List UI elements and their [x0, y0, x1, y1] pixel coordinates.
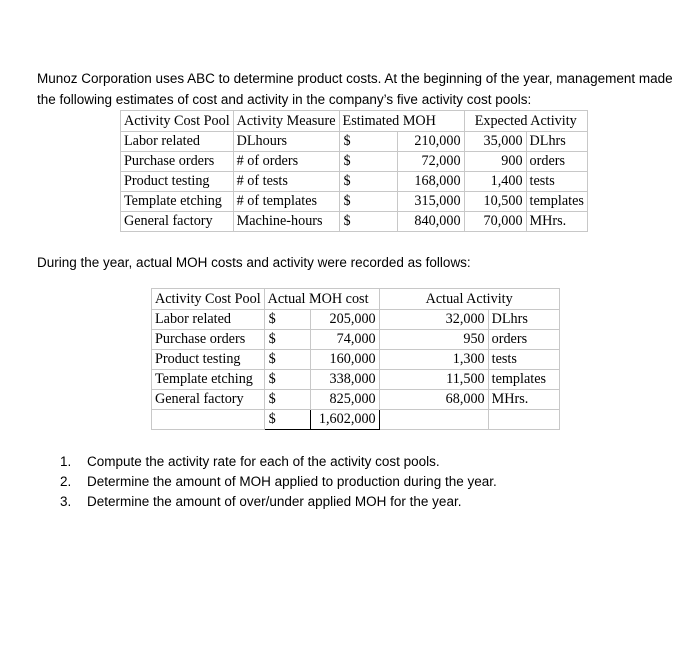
- pool-cell: Purchase orders: [152, 330, 265, 350]
- measure-cell: # of templates: [233, 192, 339, 212]
- table-row: [121, 172, 588, 192]
- qty-cell: 68,000: [379, 390, 488, 410]
- estimates-table: [120, 110, 588, 232]
- unit-cell: MHrs.: [488, 390, 559, 410]
- question-number: 2.: [60, 474, 72, 489]
- header-activity-measure: Activity Measure: [233, 111, 339, 132]
- qty-cell: 900: [464, 152, 526, 172]
- table-row: [121, 152, 588, 172]
- currency-cell: $: [339, 152, 397, 172]
- question-text: Compute the activity rate for each of the activity cost pools.: [87, 454, 440, 469]
- pool-cell: Template etching: [121, 192, 234, 212]
- qty-cell: 950: [379, 330, 488, 350]
- total-row: [152, 410, 560, 430]
- moh-cell: 210,000: [397, 132, 464, 152]
- currency-cell: $: [339, 212, 397, 232]
- moh-cell: 315,000: [397, 192, 464, 212]
- pool-cell: Purchase orders: [121, 152, 234, 172]
- unit-cell: templates: [526, 192, 587, 212]
- table-row: [152, 330, 560, 350]
- cost-cell: 74,000: [310, 330, 379, 350]
- total-cost-cell: 1,602,000: [310, 410, 379, 430]
- qty-cell: 35,000: [464, 132, 526, 152]
- qty-cell: 70,000: [464, 212, 526, 232]
- table-header-row: [121, 111, 588, 132]
- unit-cell: tests: [526, 172, 587, 192]
- currency-cell: $: [264, 390, 310, 410]
- header-activity-cost-pool: Activity Cost Pool: [152, 289, 265, 310]
- unit-cell: orders: [488, 330, 559, 350]
- measure-cell: # of orders: [233, 152, 339, 172]
- table-row: [152, 370, 560, 390]
- moh-cell: 840,000: [397, 212, 464, 232]
- header-actual-moh-cost: Actual MOH cost: [264, 289, 379, 310]
- intro-paragraph: Munoz Corporation uses ABC to determine product costs. At the beginning of the year, management made the following estimates of cost and activity in the company’s five activity cost pools:: [37, 70, 673, 107]
- empty-cell: [152, 410, 265, 430]
- question-number: 3.: [60, 494, 72, 509]
- table-row: [152, 350, 560, 370]
- currency-cell: $: [264, 310, 310, 330]
- empty-cell: [379, 410, 488, 430]
- cost-cell: 825,000: [310, 390, 379, 410]
- table-header-row: [152, 289, 560, 310]
- currency-cell: $: [264, 370, 310, 390]
- currency-cell: $: [264, 350, 310, 370]
- cost-cell: 205,000: [310, 310, 379, 330]
- pool-cell: Labor related: [152, 310, 265, 330]
- empty-cell: [488, 410, 559, 430]
- total-currency-cell: $: [264, 410, 310, 430]
- moh-cell: 168,000: [397, 172, 464, 192]
- header-actual-activity: Actual Activity: [379, 289, 559, 310]
- currency-cell: $: [339, 172, 397, 192]
- pool-cell: Template etching: [152, 370, 265, 390]
- question-number: 1.: [60, 454, 72, 469]
- questions-list: [60, 452, 497, 512]
- measure-cell: DLhours: [233, 132, 339, 152]
- question-item: [60, 472, 497, 492]
- actual-table: [151, 288, 560, 430]
- pool-cell: Labor related: [121, 132, 234, 152]
- pool-cell: General factory: [121, 212, 234, 232]
- unit-cell: templates: [488, 370, 559, 390]
- question-text: Determine the amount of MOH applied to production during the year.: [87, 474, 497, 489]
- qty-cell: 10,500: [464, 192, 526, 212]
- question-item: [60, 452, 497, 472]
- table-row: [152, 310, 560, 330]
- table-row: [121, 132, 588, 152]
- cost-cell: 338,000: [310, 370, 379, 390]
- unit-cell: orders: [526, 152, 587, 172]
- currency-cell: $: [339, 132, 397, 152]
- table-row: [121, 192, 588, 212]
- qty-cell: 1,400: [464, 172, 526, 192]
- currency-cell: $: [339, 192, 397, 212]
- header-estimated-moh: Estimated MOH: [339, 111, 464, 132]
- question-text: Determine the amount of over/under applied MOH for the year.: [87, 494, 462, 509]
- pool-cell: Product testing: [152, 350, 265, 370]
- pool-cell: Product testing: [121, 172, 234, 192]
- table-row: [152, 390, 560, 410]
- measure-cell: Machine-hours: [233, 212, 339, 232]
- header-activity-cost-pool: Activity Cost Pool: [121, 111, 234, 132]
- qty-cell: 32,000: [379, 310, 488, 330]
- qty-cell: 11,500: [379, 370, 488, 390]
- moh-cell: 72,000: [397, 152, 464, 172]
- currency-cell: $: [264, 330, 310, 350]
- question-item: [60, 492, 497, 512]
- measure-cell: # of tests: [233, 172, 339, 192]
- unit-cell: MHrs.: [526, 212, 587, 232]
- unit-cell: tests: [488, 350, 559, 370]
- unit-cell: DLhrs: [526, 132, 587, 152]
- header-expected-activity: Expected Activity: [464, 111, 587, 132]
- actual-intro-text: During the year, actual MOH costs and activity were recorded as follows:: [37, 255, 471, 270]
- pool-cell: General factory: [152, 390, 265, 410]
- qty-cell: 1,300: [379, 350, 488, 370]
- cost-cell: 160,000: [310, 350, 379, 370]
- unit-cell: DLhrs: [488, 310, 559, 330]
- table-row: [121, 212, 588, 232]
